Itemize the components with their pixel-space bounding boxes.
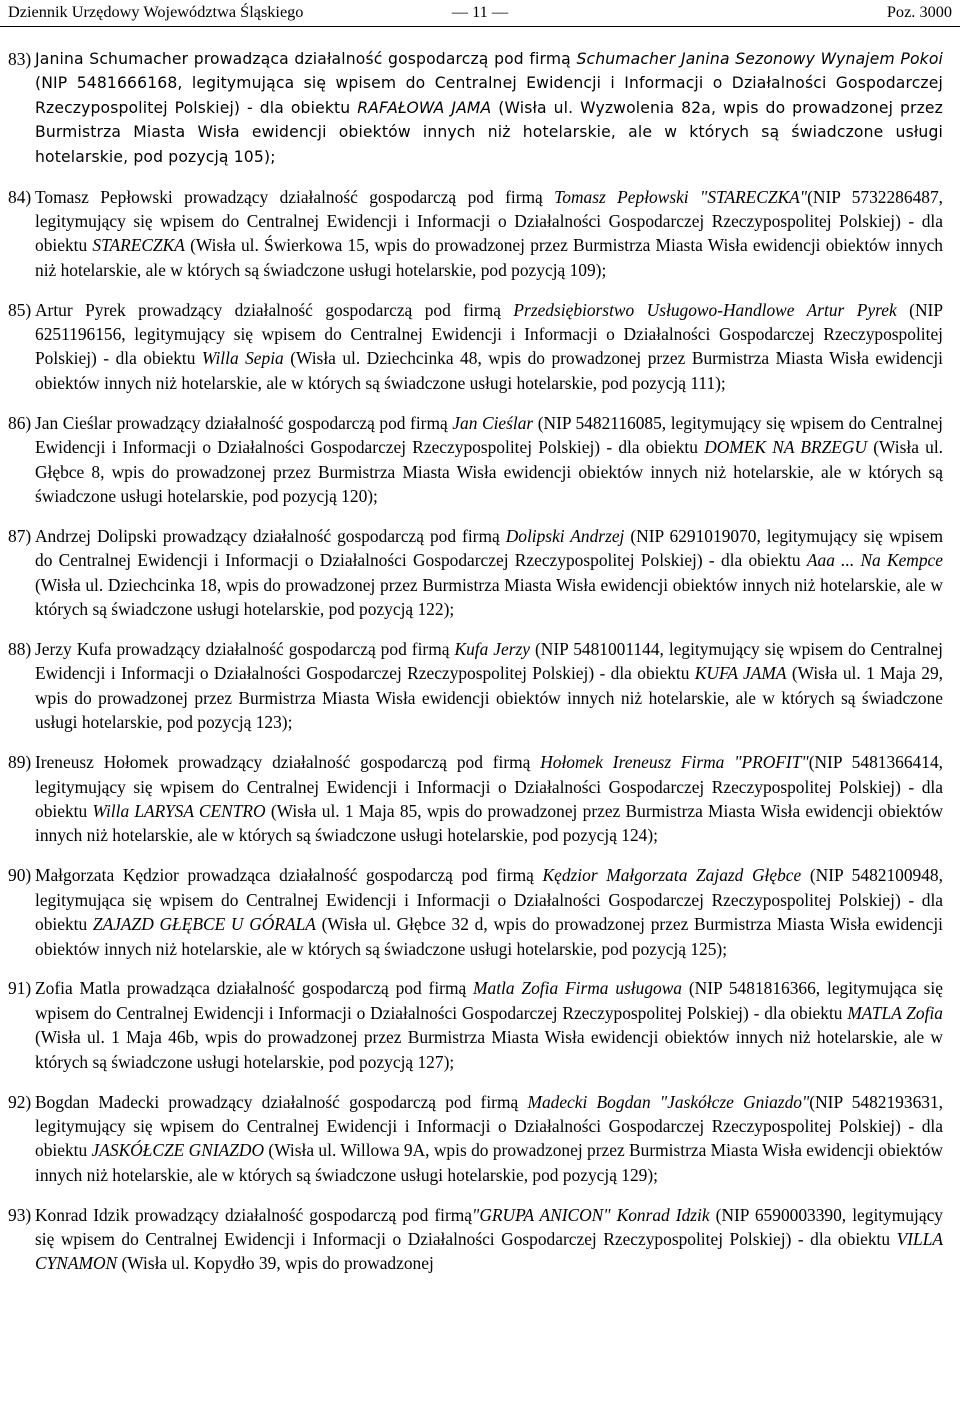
entry-text — [35, 976, 943, 1074]
entry-text — [35, 1090, 943, 1188]
entry-text-segment: (Wisła ul. 1 Maja 29, wpis do prowadzonej przez Burmistrza Miasta Wisła ewidencji obiektów innych niż hotelarskie, ale w których są świadczone usługi hotelarskie, pod pozycją 123); — [35, 663, 944, 733]
entry-text — [35, 524, 943, 622]
entry-emphasis: Tomasz Pepłowski "STARECZKA" — [554, 186, 808, 207]
position-reference: Poz. 3000 — [886, 2, 952, 21]
entry-text-segment: (Wisła ul. Świerkowa 15, wpis do prowadzonej przez Burmistrza Miasta Wisła ewidencji obiektów innych niż hotelarskie, ale w których są świadczone usługi hotelarskie, pod pozycją 109); — [35, 235, 943, 280]
entry-number: 93) — [8, 1204, 32, 1225]
entry-text-segment: (Wisła ul. Willowa 9A, wpis do prowadzonej przez Burmistrza Miasta Wisła ewidencji obiektów innych niż hotelarskie, ale w których są świadczone usługi hotelarskie, pod pozycją 129); — [35, 1140, 943, 1185]
entry-emphasis: ZAJAZD GŁĘBCE U GÓRALA — [92, 914, 316, 935]
entry-number: 92) — [8, 1091, 32, 1112]
entry-emphasis: Dolipski Andrzej — [505, 525, 625, 546]
page-header — [0, 0, 960, 27]
entry-emphasis: Aaa ... Na Kempce — [806, 550, 943, 571]
entry-emphasis: Hołomek Ireneusz Firma "PROFIT" — [540, 752, 809, 773]
page-number: — 11 — — [451, 2, 509, 21]
entry-text-segment: Ireneusz Hołomek prowadzący działalność gospodarczą pod firmą — [35, 752, 541, 773]
entry-number: 87) — [8, 525, 32, 546]
entry-text-segment: (NIP 5482193631, legitymujący się wpisem do Centralnej Ewidencji i Informacji o Działalności Gospodarczej Rzeczypospolitej Polskiej) - dla obiektu — [35, 1091, 943, 1161]
entry-text-segment: (Wisła ul. Głębce 8, wpis do prowadzonej przez Burmistrza Miasta Wisła ewidencji obiektów innych niż hotelarskie, ale w których są świadczone usługi hotelarskie, pod pozycją 120); — [35, 437, 944, 506]
entry-text-segment: (Wisła ul. Kopydło 39, wpis do prowadzonej — [117, 1253, 434, 1274]
entry-list — [8, 47, 943, 1291]
entry-text-segment: Małgorzata Kędzior prowadząca działalność gospodarczą pod firmą — [35, 865, 543, 886]
list-item — [8, 750, 943, 848]
entry-emphasis: Willa Sepia — [201, 348, 284, 369]
list-item — [8, 637, 943, 735]
list-item — [8, 1090, 943, 1188]
entry-text — [35, 47, 943, 169]
list-item — [8, 298, 943, 396]
entry-text-segment: (Wisła ul. Głębce 32 d, wpis do prowadzonej przez Burmistrza Miasta Wisła ewidencji obiektów innych niż hotelarskie, ale w których są świadczone usługi hotelarskie, pod pozycją 125); — [35, 914, 943, 959]
entry-text — [35, 1203, 943, 1276]
entry-emphasis: Willa LARYSA CENTRO — [92, 800, 266, 821]
entry-number: 85) — [8, 299, 32, 320]
entry-text-segment: (Wisła ul. Dziechcinka 18, wpis do prowadzonej przez Burmistrza Miasta Wisła ewidencji obiektów innych niż hotelarskie, ale w których są świadczone usługi hotelarskie, pod pozycją 122); — [35, 574, 943, 620]
list-item — [8, 524, 943, 622]
entry-text — [35, 185, 943, 283]
entry-text — [35, 863, 943, 961]
entry-text-segment: (Wisła ul. Wyzwolenia 82a, wpis do prowadzonej przez Burmistrza Miasta Wisła ewidencji obiektów innych niż hotelarskie, ale w których są świadczone usługi hotelarskie, pod pozycją 105); — [35, 98, 943, 166]
list-item — [8, 47, 943, 169]
entry-text-segment: (Wisła ul. Dziechcinka 48, wpis do prowadzonej przez Burmistrza Miasta Wisła ewidencji obiektów innych niż hotelarskie, ale w których są świadczone usługi hotelarskie, pod pozycją 111); — [35, 348, 944, 393]
entry-text-segment: Jerzy Kufa prowadzący działalność gospodarczą pod firmą — [35, 639, 455, 660]
entry-text-segment: (NIP 5481666168, legitymująca się wpisem do Centralnej Ewidencji i Informacji o Działalności Gospodarczej Rzeczypospolitej Polskiej) - dla obiektu — [35, 74, 943, 117]
entry-emphasis: JASKÓŁCZE GNIAZDO — [91, 1140, 265, 1161]
entry-text-segment: (NIP 6590003390, legitymujący się wpisem do Centralnej Ewidencji i Informacji o Działalności Gospodarczej Rzeczypospolitej Polskiej) - dla obiektu — [35, 1204, 943, 1250]
entry-text-segment: (NIP 5481366414, legitymujący się wpisem do Centralnej Ewidencji i Informacji o Działalności Gospodarczej Rzeczypospolitej Polskiej) - dla obiektu — [35, 752, 943, 821]
entry-emphasis: RAFAŁOWA JAMA — [357, 98, 492, 117]
entry-text-segment: Andrzej Dolipski prowadzący działalność gospodarczą pod firmą — [35, 525, 506, 546]
list-item — [8, 1203, 943, 1276]
entry-emphasis: MATLA Zofia — [847, 1002, 943, 1023]
entry-emphasis: DOMEK NA BRZEGU — [704, 437, 868, 458]
entry-text-segment: (NIP 6291019070, legitymujący się wpisem do Centralnej Ewidencji i Informacji o Działalności Gospodarczej Rzeczypospolitej Polskiej) - dla obiektu — [35, 525, 943, 571]
list-item — [8, 976, 943, 1074]
list-item — [8, 411, 943, 509]
entry-text-segment: (NIP 6251196156, legitymujący się wpisem do Centralnej Ewidencji i Informacji o Działalności Gospodarczej Rzeczypospolitej Polskiej) - dla obiektu — [35, 299, 943, 369]
entry-number: 86) — [8, 412, 32, 433]
entry-text-segment: Tomasz Pepłowski prowadzący działalność gospodarczą pod firmą — [35, 186, 555, 207]
journal-title: Dziennik Urzędowy Województwa Śląskiego — [8, 2, 304, 21]
entry-text-segment: (NIP 5481816366, legitymująca się wpisem do Centralnej Ewidencji i Informacji o Działalności Gospodarczej Rzeczypospolitej Polskiej) - dla obiektu — [35, 978, 943, 1023]
entry-text — [35, 750, 943, 848]
entry-emphasis: Schumacher Janina Sezonowy Wynajem Pokoi — [576, 50, 943, 68]
entry-emphasis: Kufa Jerzy — [454, 639, 530, 660]
entry-text-segment: (NIP 5481001144, legitymujący się wpisem do Centralnej Ewidencji i Informacji o Działalności Gospodarczej Rzeczypospolitej Polskiej) - dla obiektu — [35, 639, 943, 684]
entry-text-segment: (NIP 5482100948, legitymująca się wpisem do Centralnej Ewidencji i Informacji o Działalności Gospodarczej Rzeczypospolitej Polskiej) - dla obiektu — [35, 865, 943, 935]
entry-emphasis: Matla Zofia Firma usługowa — [473, 978, 682, 999]
entry-emphasis: "GRUPA ANICON" Konrad Idzik — [472, 1204, 710, 1225]
entry-text-segment: (NIP 5732286487, legitymujący się wpisem do Centralnej Ewidencji i Informacji o Działalności Gospodarczej Rzeczypospolitej Polskiej) - dla obiektu — [35, 186, 944, 256]
entry-text-segment: Artur Pyrek prowadzący działalność gospodarczą pod firmą — [35, 299, 514, 320]
entry-text-segment: Zofia Matla prowadząca działalność gospodarczą pod firmą — [35, 978, 474, 999]
entry-text-segment: Bogdan Madecki prowadzący działalność gospodarczą pod firmą — [35, 1091, 528, 1112]
entry-emphasis: KUFA JAMA — [694, 663, 787, 684]
entry-text-segment: (Wisła ul. 1 Maja 46b, wpis do prowadzonej przez Burmistrza Miasta Wisła ewidencji obiektów innych niż hotelarskie, ale w których są świadczone usługi hotelarskie, pod pozycją 127); — [35, 1027, 943, 1072]
entry-text — [35, 637, 943, 735]
entry-emphasis: Jan Cieślar — [452, 412, 534, 433]
list-item — [8, 863, 943, 961]
entry-number: 83) — [8, 49, 32, 69]
list-item — [8, 185, 943, 283]
entry-emphasis: Przedsiębiorstwo Usługowo-Handlowe Artur Pyrek — [513, 299, 897, 320]
entry-text — [35, 298, 943, 396]
entry-number: 88) — [8, 639, 32, 660]
entry-emphasis: VILLA CYNAMON — [35, 1229, 943, 1274]
entry-emphasis: Madecki Bogdan "Jaskółcze Gniazdo" — [527, 1091, 810, 1112]
entry-text-segment: Jan Cieślar prowadzący działalność gospodarczą pod firmą — [35, 412, 453, 433]
entry-number: 90) — [8, 865, 32, 886]
entry-text-segment: Konrad Idzik prowadzący działalność gospodarczą pod firmą — [35, 1204, 473, 1225]
entry-emphasis: Kędzior Małgorzata Zajazd Głębce — [542, 865, 802, 886]
entry-text-segment: (Wisła ul. 1 Maja 85, wpis do prowadzonej przez Burmistrza Miasta Wisła ewidencji obiektów innych niż hotelarskie, ale w których są świadczone usługi hotelarskie, pod pozycją 124); — [35, 800, 944, 846]
entry-text — [35, 411, 943, 509]
entry-text-segment: Janina Schumacher prowadząca działalność gospodarczą pod firmą — [35, 50, 577, 68]
entry-number: 89) — [8, 752, 32, 773]
entry-text-segment: (NIP 5482116085, legitymujący się wpisem do Centralnej Ewidencji i Informacji o Działalności Gospodarczej Rzeczypospolitej Polskiej) - dla obiektu — [35, 412, 944, 458]
entry-emphasis: STARECZKA — [92, 235, 185, 256]
entry-number: 84) — [8, 186, 32, 207]
entry-number: 91) — [8, 978, 32, 999]
